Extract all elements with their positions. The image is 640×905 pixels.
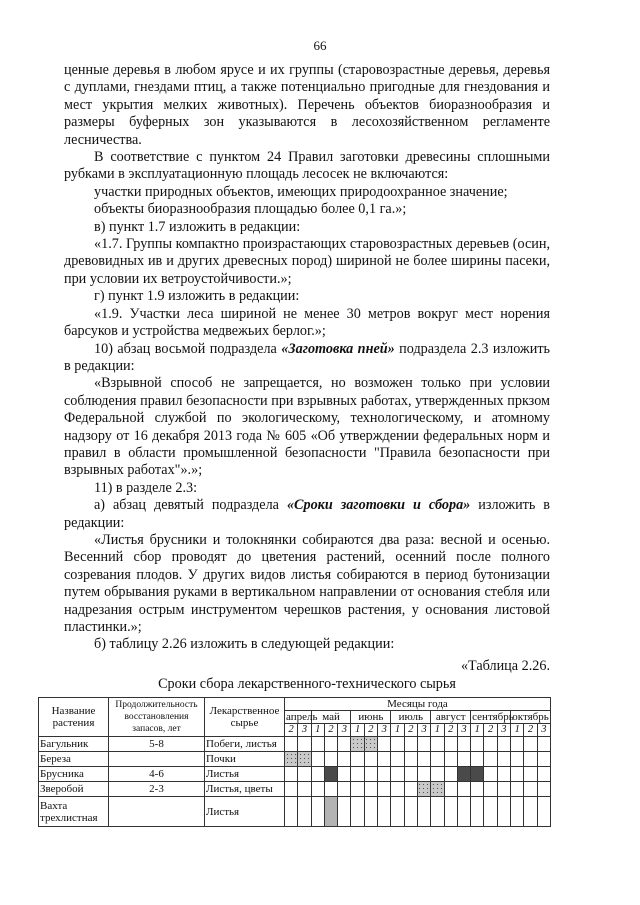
schedule-cell	[351, 797, 364, 827]
paragraph-3: объекты биоразнообразия площадью более 0,1 га.»;	[94, 201, 407, 218]
schedule-cell	[471, 782, 484, 797]
schedule-cell	[537, 737, 550, 752]
decade-header: 3	[457, 724, 470, 737]
decade-header: 2	[364, 724, 377, 737]
schedule-cell	[511, 737, 524, 752]
schedule-cell	[484, 797, 497, 827]
recovery-years: 5-8	[109, 737, 205, 752]
schedule-cell	[311, 737, 324, 752]
paragraph-0: ценные деревья в любом ярусе и их группы (старовозрастные деревья, деревья с дуплами, гнездами птиц, а также потенциально пригодные для гнездования и мест укрытия мелких животных). Перечень объектов биоразнообразия и размеры буферных зон указываются в лесохозяйственном регламенте лесничества.	[64, 62, 550, 148]
schedule-cell	[285, 737, 298, 752]
decade-header: 3	[338, 724, 351, 737]
paragraph-7: «1.9. Участки леса шириной не менее 30 метров вокруг мест норения барсуков и устройства медвежьих берлог.»;	[64, 305, 550, 340]
schedule-cell	[417, 752, 430, 767]
raw-material: Листья	[205, 767, 285, 782]
schedule-cell	[364, 767, 377, 782]
schedule-cell	[457, 752, 470, 767]
collection-period-cell	[471, 767, 484, 782]
schedule-cell	[311, 797, 324, 827]
body-text	[64, 62, 550, 654]
schedule-cell	[404, 737, 417, 752]
month-header: сентябрь	[472, 711, 514, 723]
decade-header: 2	[404, 724, 417, 737]
schedule-cell	[378, 782, 391, 797]
schedule-cell	[511, 752, 524, 767]
schedule-cell	[471, 797, 484, 827]
decade-header: 2	[484, 724, 497, 737]
schedule-cell	[391, 737, 404, 752]
schedule-cell	[417, 737, 430, 752]
raw-material: Побеги, листья	[205, 737, 285, 752]
schedule-cell	[378, 767, 391, 782]
schedule-cell	[537, 782, 550, 797]
paragraph-4: в) пункт 1.7 изложить в редакции:	[94, 218, 301, 235]
schedule-cell	[484, 737, 497, 752]
schedule-cell	[457, 782, 470, 797]
schedule-cell	[285, 797, 298, 827]
paragraph-c-0: «Листья брусники и толокнянки собираются два раза: весной и осенью. Весенний сбор проводят до цветения растений, осенний после полного созревания плодов. У других видов листья собираются в период бутонизации путем обрывания руками в вертикальном направлении от основания стебля или надрезания острым инструментом черешков растения, у основания листовой пластинки.»;	[64, 531, 550, 635]
plant-name: Багульник	[39, 737, 109, 752]
recovery-years: 4-6	[109, 767, 205, 782]
schedule-cell	[298, 767, 311, 782]
schedule-cell	[537, 752, 550, 767]
month-header: июнь	[351, 711, 391, 724]
collection-period-cell	[298, 752, 311, 767]
schedule-cell	[364, 797, 377, 827]
schedule-cell	[378, 797, 391, 827]
table-reference: «Таблица 2.26.	[460, 658, 550, 674]
decade-header: 1	[311, 724, 324, 737]
schedule-cell	[378, 752, 391, 767]
decade-header: 1	[511, 724, 524, 737]
schedule-cell	[364, 752, 377, 767]
paragraph-c-1: б) таблицу 2.26 изложить в следующей редакции:	[94, 636, 395, 653]
decade-header: 1	[431, 724, 444, 737]
month-header: август	[431, 711, 471, 724]
decade-header: 3	[298, 724, 311, 737]
schedule-cell	[431, 752, 444, 767]
schedule-cell	[444, 797, 457, 827]
schedule-cell	[404, 797, 417, 827]
schedule-cell	[351, 767, 364, 782]
decade-header: 3	[417, 724, 430, 737]
schedule-cell	[338, 767, 351, 782]
schedule-cell	[431, 737, 444, 752]
month-header: май	[311, 711, 351, 724]
schedule-cell	[497, 737, 510, 752]
decade-header: 3	[537, 724, 550, 737]
schedule-cell	[431, 767, 444, 782]
table-title: Сроки сбора лекарственного-технического сырья	[158, 676, 456, 692]
paragraph-b-0: «Взрывной способ не запрещается, но возможен только при условии соблюдения правил безопасности при взрывных работах, утвержденных пркзом Федеральной службой по экологическому, технологическому, и атомному надзору от 16 декабря 2013 года № 605 «Об утверждении федеральных норм и правил в области промышленной безопасности "Правила безопасности при взрывных работах"».»;	[64, 375, 550, 479]
col-raw-header: Лекарственное сырье	[205, 698, 285, 737]
schedule-cell	[497, 767, 510, 782]
schedule-cell	[364, 782, 377, 797]
schedule-cell	[338, 737, 351, 752]
schedule-cell	[471, 752, 484, 767]
schedule-cell	[417, 797, 430, 827]
schedule-cell	[285, 782, 298, 797]
decade-header: 2	[444, 724, 457, 737]
schedule-cell	[444, 752, 457, 767]
schedule-cell	[298, 782, 311, 797]
collection-period-cell	[431, 782, 444, 797]
schedule-cell	[391, 767, 404, 782]
schedule-cell	[511, 797, 524, 827]
schedule-cell	[457, 737, 470, 752]
plant-name: Береза	[39, 752, 109, 767]
paragraph-5: «1.7. Группы компактно произрастающих старовозрастных деревьев (осин, древовидных ив и других древесных пород) шириной не более ширины пасеки, при условии их ветроустойчивости.»;	[64, 236, 550, 287]
paragraph-zagotovka: 10) абзац восьмой подраздела «Заготовка пней» подраздела 2.3 изложить в редакции:	[64, 340, 550, 374]
schedule-cell	[444, 782, 457, 797]
raw-material: Листья	[205, 797, 285, 827]
schedule-cell	[417, 767, 430, 782]
paragraph-1: В соответствие с пунктом 24 Правил заготовки древесины сплошными рубками в эксплуатационную площадь лесосек не включаются:	[64, 149, 550, 183]
col-period-header: Продолжительность восстановления запасов, лет	[109, 698, 205, 737]
schedule-cell	[298, 797, 311, 827]
schedule-cell	[311, 752, 324, 767]
schedule-cell	[391, 752, 404, 767]
schedule-cell	[391, 797, 404, 827]
page-number: 66	[313, 38, 327, 53]
decade-header: 3	[497, 724, 510, 737]
collection-period-cell	[324, 767, 337, 782]
schedule-cell	[311, 767, 324, 782]
collection-period-cell	[324, 797, 337, 827]
schedule-cell	[404, 782, 417, 797]
table-row	[39, 737, 551, 752]
table-row	[39, 782, 551, 797]
collection-period-cell	[285, 752, 298, 767]
schedule-cell	[324, 737, 337, 752]
paragraph-6: г) пункт 1.9 изложить в редакции:	[94, 288, 300, 305]
schedule-cell	[484, 752, 497, 767]
schedule-cell	[338, 782, 351, 797]
plant-name: Брусника	[39, 767, 109, 782]
schedule-cell	[378, 737, 391, 752]
decade-header: 2	[285, 724, 298, 737]
months-group-header: Месяцы года	[285, 698, 551, 711]
paragraph-sroki: а) абзац девятый подраздела «Сроки заготовки и сбора» изложить в редакции:	[64, 497, 551, 531]
decade-header: 1	[351, 724, 364, 737]
schedule-cell	[511, 782, 524, 797]
month-header: июль	[391, 711, 431, 724]
schedule-cell	[324, 782, 337, 797]
raw-material: Почки	[205, 752, 285, 767]
schedule-cell	[497, 752, 510, 767]
recovery-years	[109, 752, 205, 767]
plant-name: Вахта трехлистная	[39, 797, 109, 827]
schedule-cell	[484, 767, 497, 782]
schedule-cell	[484, 782, 497, 797]
schedule-cell	[497, 782, 510, 797]
schedule-cell	[404, 752, 417, 767]
table-row	[39, 767, 551, 782]
collection-period-cell	[417, 782, 430, 797]
schedule-cell	[537, 797, 550, 827]
raw-material: Листья, цветы	[205, 782, 285, 797]
plant-name: Зверобой	[39, 782, 109, 797]
table-row	[39, 797, 551, 827]
schedule-cell	[404, 767, 417, 782]
collection-period-cell	[457, 767, 470, 782]
schedule-cell	[444, 737, 457, 752]
schedule-cell	[351, 752, 364, 767]
schedule-cell	[338, 797, 351, 827]
collection-period-cell	[364, 737, 377, 752]
month-header: апрель	[286, 711, 318, 723]
schedule-cell	[391, 782, 404, 797]
schedule-cell	[298, 737, 311, 752]
decade-header: 2	[524, 724, 537, 737]
schedule-cell	[497, 797, 510, 827]
schedule-cell	[457, 797, 470, 827]
decade-header: 2	[324, 724, 337, 737]
recovery-years	[109, 797, 205, 827]
schedule-cell	[471, 737, 484, 752]
schedule-cell	[524, 767, 537, 782]
collection-schedule-table	[38, 697, 551, 827]
decade-header: 1	[391, 724, 404, 737]
table-row	[39, 752, 551, 767]
paragraph-2: участки природных объектов, имеющих природоохранное значение;	[94, 183, 508, 200]
schedule-cell	[524, 752, 537, 767]
schedule-cell	[338, 752, 351, 767]
decade-header: 3	[378, 724, 391, 737]
recovery-years: 2-3	[109, 782, 205, 797]
schedule-cell	[285, 767, 298, 782]
collection-period-cell	[351, 737, 364, 752]
schedule-cell	[524, 782, 537, 797]
decade-header: 1	[471, 724, 484, 737]
schedule-cell	[444, 767, 457, 782]
schedule-cell	[511, 767, 524, 782]
col-plant-header: Название растения	[39, 698, 109, 737]
schedule-cell	[351, 782, 364, 797]
schedule-cell	[324, 752, 337, 767]
paragraph-b-1: 11) в разделе 2.3:	[94, 479, 198, 496]
schedule-cell	[311, 782, 324, 797]
month-header: октябрь	[512, 711, 549, 723]
schedule-cell	[524, 797, 537, 827]
schedule-cell	[524, 737, 537, 752]
schedule-cell	[431, 797, 444, 827]
schedule-cell	[537, 767, 550, 782]
